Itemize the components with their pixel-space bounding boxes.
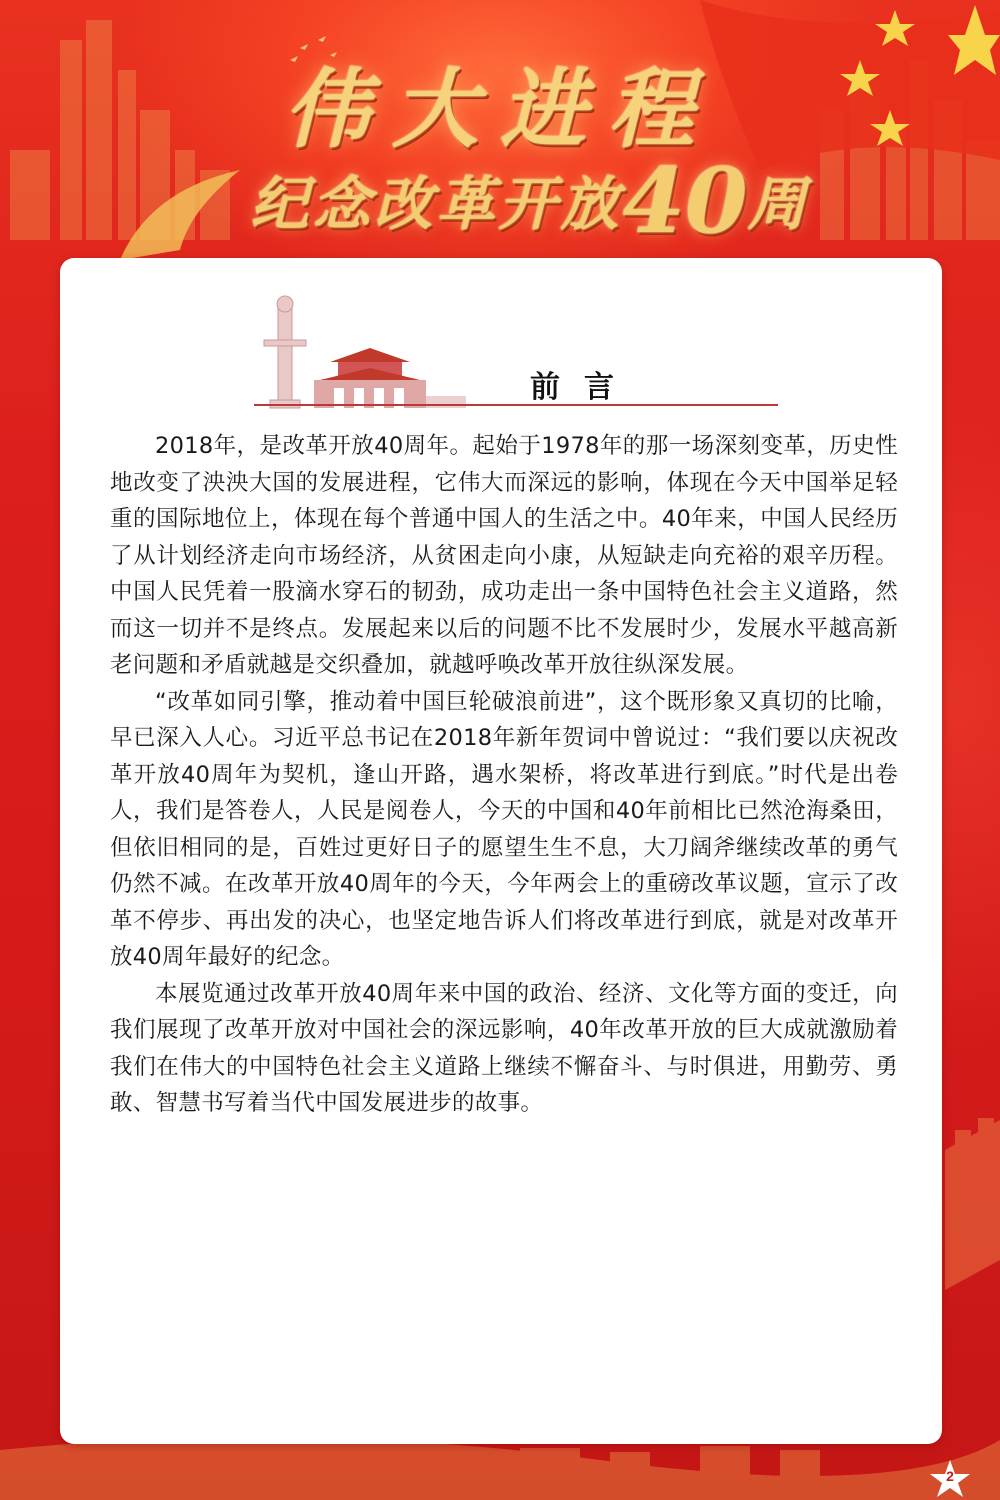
subtitle-text-post: 周	[747, 170, 810, 238]
subtitle-number: 40	[622, 148, 748, 254]
paragraph-2: “改革如同引擎，推动着中国巨轮破浪前进”，这个既形象又真切的比喻，早已深入人心。习近平总书记在2018年新年贺词中曾说过：“我们要以庆祝改革开放40周年为契机，逢山开路，遇水架桥，将改革进行到底。”时代是出卷人，我们是答卷人，人民是阅卷人，今天的中国和40年前相比已然沧海桑田，但依旧相同的是，百姓过更好日子的愿望生生不息，大刀阔斧继续改革的勇气仍然不减。在改革开放40周年的今天，今年两会上的重磅改革议题，宣示了改革不停步、再出发的决心，也坚定地告诉人们将改革进行到底，就是对改革开放40周年最好的纪念。	[110, 688, 898, 970]
section-heading: 前言	[530, 370, 638, 405]
paragraph-1: 2018年，是改革开放40周年。起始于1978年的那一场深刻变革，历史性地改变了泱泱大国的发展进程，它伟大而深远的影响，体现在今天中国举足轻重的国际地位上，体现在每个普通中国人的生活之中。40年来，中国人民经历了从计划经济走向市场经济，从贫困走向小康，从短缺走向充裕的艰辛历程。中国人民凭着一股滴水穿石的韧劲，成功走出一条中国特色社会主义道路，然而这一切并不是终点。发展起来以后的问题不比不发展时少，发展水平越高新老问题和矛盾就越是交织叠加，就越呼唤改革开放往纵深发展。	[110, 433, 898, 678]
content-panel	[60, 258, 942, 1444]
subtitle-text-pre: 纪念改革开放	[250, 170, 623, 238]
article-body	[110, 428, 898, 1122]
poster-title: 伟大进程	[284, 59, 716, 160]
huabiao-pillar-icon	[264, 296, 306, 408]
heading-decoration	[250, 288, 780, 418]
paragraph-3: 本展览通过改革开放40周年来中国的政治、经济、文化等方面的变迁，向我们展现了改革开放对中国社会的深远影响，40年改革开放的巨大成就激励着我们在伟大的中国特色社会主义道路上继续不懈奋斗、与时俱进，用勤劳、勇敢、智慧书写着当代中国发展进步的故事。	[110, 980, 898, 1116]
great-wall-icon	[945, 1118, 1000, 1290]
heading-rule	[254, 404, 778, 406]
tiananmen-gate-icon	[314, 348, 426, 408]
title-block	[0, 20, 1000, 254]
page-number: 2	[946, 1468, 954, 1484]
